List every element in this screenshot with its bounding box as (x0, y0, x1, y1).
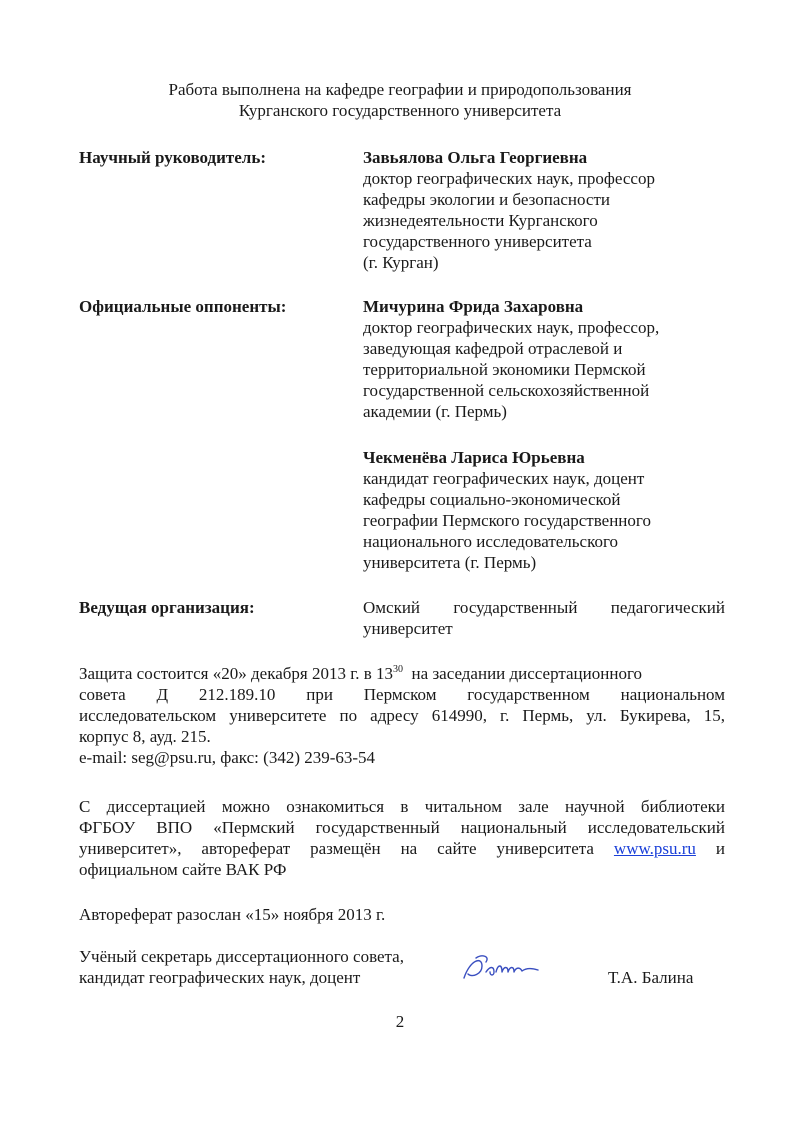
opponent-1-detail: государственной сельскохозяйственной (363, 381, 650, 400)
handwritten-signature (460, 952, 550, 988)
supervisor-info (363, 147, 725, 273)
page-number: 2 (395, 1012, 405, 1031)
defense-line-4: корпус 8, ауд. 215. (79, 727, 211, 746)
supervisor-detail: государственного университета (363, 232, 592, 251)
opponent-2-detail: университета (г. Пермь) (363, 553, 537, 572)
opponent-2-detail: кафедры социально-экономической (363, 490, 621, 509)
leading-org-line: Омский государственный педагогический (363, 598, 725, 617)
sent-date-text: Автореферат разослан «15» ноября 2013 г. (79, 905, 386, 924)
opponent-2-name: Чекменёва Лариса Юрьевна (363, 448, 585, 467)
supervisor-detail: жизнедеятельности Курганского (363, 211, 598, 230)
header-block (0, 79, 800, 121)
leading-org-label: Ведущая организация: (79, 598, 255, 617)
supervisor-name: Завьялова Ольга Георгиевна (363, 148, 588, 167)
defense-paragraph (79, 663, 725, 768)
defense-line-2: совета Д 212.189.10 при Пермском государственном национальном (79, 685, 725, 704)
library-paragraph (79, 796, 725, 880)
supervisor-detail: доктор географических наук, профессор (363, 169, 655, 188)
opponent-1-detail: академии (г. Пермь) (363, 402, 507, 421)
opponent-2-detail: национального исследовательского (363, 532, 619, 551)
library-text: университет», автореферат размещён на сайте университета (79, 839, 614, 858)
secretary-block (79, 946, 404, 988)
opponent-1-name: Мичурина Фрида Захаровна (363, 297, 584, 316)
defense-time-minutes: 30 (393, 664, 404, 675)
header-line-1: Работа выполнена на кафедре географии и природопользования (168, 80, 632, 99)
opponent-2-info (363, 447, 725, 573)
library-line-3 (79, 838, 725, 859)
secretary-title: Учёный секретарь диссертационного совета, (79, 947, 404, 966)
library-text: и (695, 839, 725, 858)
library-line-1: С диссертацией можно ознакомиться в читальном зале научной библиотеки (79, 797, 725, 816)
secretary-name: Т.А. Балина (608, 968, 694, 987)
library-line-2: ФГБОУ ВПО «Пермский государственный национальный исследовательский (79, 818, 725, 837)
opponent-1-info (363, 296, 725, 422)
opponent-2-detail: кандидат географических наук, доцент (363, 469, 645, 488)
sent-date (79, 904, 725, 925)
defense-text: Защита состоится «20» декабря 2013 г. в 13 (79, 664, 394, 683)
opponent-1-detail: заведующая кафедрой отраслевой и (363, 339, 623, 358)
defense-line-3: исследовательском университете по адресу 614990, г. Пермь, ул. Букирева, 15, (79, 706, 725, 725)
opponents-label: Официальные оппоненты: (79, 297, 287, 316)
opponent-2-detail: географии Пермского государственного (363, 511, 651, 530)
defense-text: на заседании диссертационного (403, 664, 643, 683)
secretary-degree: кандидат географических наук, доцент (79, 968, 361, 987)
defense-line-1 (79, 663, 725, 684)
opponent-1-detail: доктор географических наук, профессор, (363, 318, 660, 337)
header-line-2: Курганского государственного университета (238, 101, 562, 120)
supervisor-label: Научный руководитель: (79, 148, 266, 167)
supervisor-detail: (г. Курган) (363, 253, 439, 272)
leading-org-info (363, 597, 725, 639)
opponent-1-detail: территориальной экономики Пермской (363, 360, 646, 379)
leading-org-line: университет (363, 619, 453, 638)
university-website-link[interactable]: www.psu.ru (613, 839, 696, 858)
library-line-4: официальном сайте ВАК РФ (79, 860, 287, 879)
supervisor-detail: кафедры экологии и безопасности (363, 190, 610, 209)
defense-contacts: e-mail: seg@psu.ru, факс: (342) 239-63-54 (79, 748, 376, 767)
